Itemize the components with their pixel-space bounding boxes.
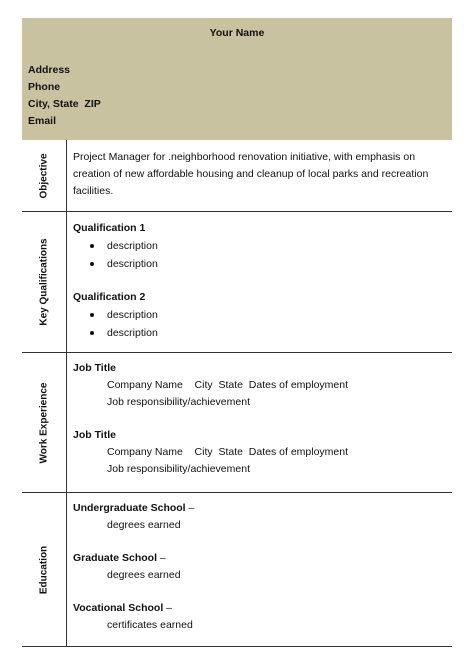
education-label: Education xyxy=(38,545,50,594)
education-section xyxy=(22,493,452,647)
job-title: Job Title xyxy=(73,429,116,441)
name-heading: Your Name xyxy=(209,27,265,39)
experience-content xyxy=(73,360,448,478)
qualifications-label: Key Qualifications xyxy=(38,238,50,326)
education-content xyxy=(73,500,448,634)
bullet-text: description xyxy=(107,327,158,339)
school-detail: degrees earned xyxy=(107,519,181,531)
qualifications-content xyxy=(73,220,448,342)
responsibility-line: Job responsibility/achievement xyxy=(107,396,250,408)
spacer xyxy=(73,411,448,427)
qualifications-label-col xyxy=(22,212,67,352)
school-detail: certificates earned xyxy=(107,619,193,631)
spacer xyxy=(73,273,448,289)
job-title: Job Title xyxy=(73,362,116,374)
objective-section xyxy=(22,140,452,212)
school-name-text: Graduate School xyxy=(73,552,158,564)
city-state-zip-line: City, State ZIP xyxy=(28,98,101,110)
experience-label: Work Experience xyxy=(38,382,50,463)
school-name-text: Undergraduate School xyxy=(73,502,186,514)
qualification-bullets xyxy=(89,237,448,273)
school-name xyxy=(73,500,448,517)
objective-text: Project Manager for .neighborhood renovation initiative, with emphasis on creation of new affordable housing and cleanup of local parks and recreation facilities. xyxy=(73,151,429,197)
phone-line: Phone xyxy=(28,81,61,93)
contact-block xyxy=(28,62,101,130)
spacer xyxy=(73,584,448,600)
school-name-text: Vocational School xyxy=(73,602,164,614)
qualification-title: Qualification 1 xyxy=(73,222,146,234)
contact-header xyxy=(22,18,452,140)
responsibility-line: Job responsibility/achievement xyxy=(107,463,250,475)
school-dash: – xyxy=(157,552,166,564)
school-dash: – xyxy=(163,602,172,614)
email-line: Email xyxy=(28,115,57,127)
school-detail: degrees earned xyxy=(107,569,181,581)
experience-section xyxy=(22,353,452,493)
bullet-text: description xyxy=(107,258,158,270)
qualifications-section xyxy=(22,212,452,353)
objective-content xyxy=(73,140,448,200)
address-line: Address xyxy=(28,64,71,76)
objective-label: Objective xyxy=(38,152,50,199)
school-dash: – xyxy=(185,502,195,514)
objective-label-col xyxy=(22,140,67,211)
school-name xyxy=(73,550,448,567)
education-label-col xyxy=(22,493,67,646)
company-line: Company Name City State Dates of employment xyxy=(107,379,349,391)
list-item xyxy=(89,306,448,324)
list-item xyxy=(89,237,448,255)
bullet-icon xyxy=(90,262,94,266)
list-item xyxy=(89,324,448,342)
bullet-text: description xyxy=(107,240,158,252)
bullet-icon xyxy=(90,313,94,317)
qualification-title: Qualification 2 xyxy=(73,291,146,303)
bullet-text: description xyxy=(107,309,158,321)
company-line: Company Name City State Dates of employment xyxy=(107,446,349,458)
bullet-icon xyxy=(90,331,94,335)
experience-label-col xyxy=(22,353,67,492)
bullet-icon xyxy=(90,244,94,248)
school-name xyxy=(73,600,448,617)
spacer xyxy=(73,534,448,550)
list-item xyxy=(89,255,448,273)
qualification-bullets xyxy=(89,306,448,342)
